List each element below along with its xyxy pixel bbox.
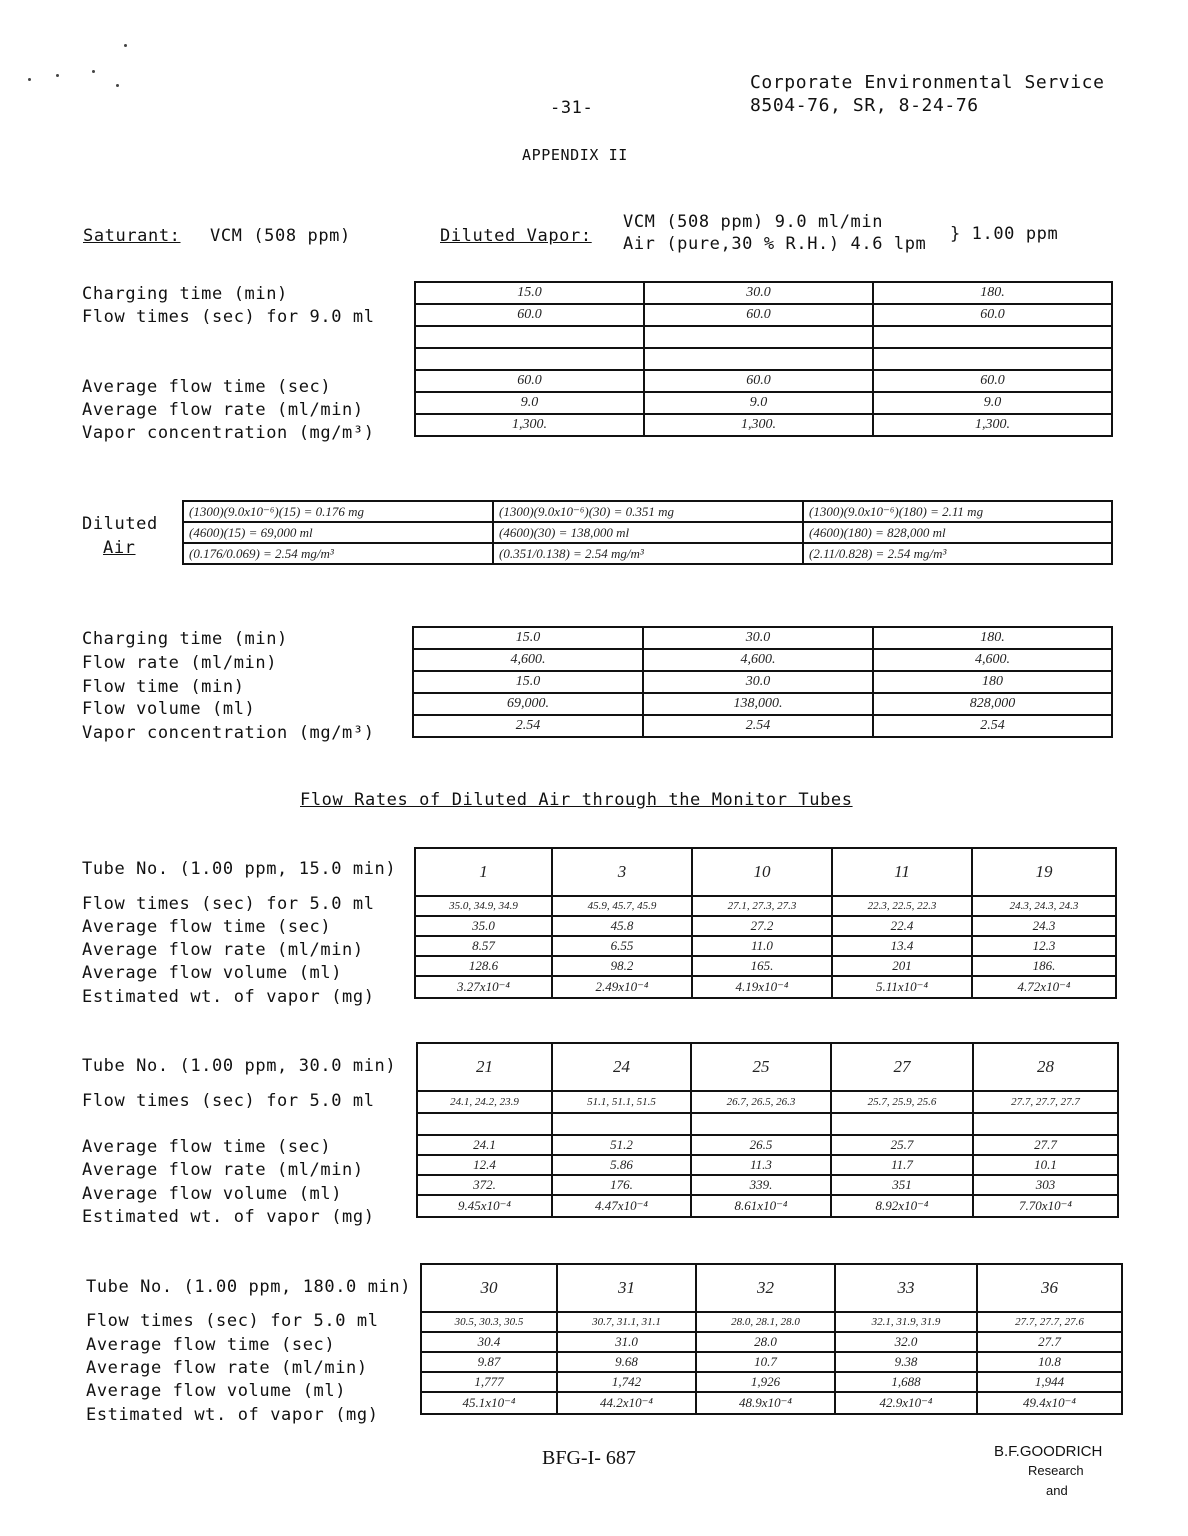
tubes1-cell: 22.3, 22.5, 22.3 — [832, 896, 972, 916]
table-row — [417, 1113, 1118, 1135]
t1-cell: 60.0 — [873, 370, 1112, 392]
tubes2-label-flow-times: Flow times (sec) for 5.0 ml — [82, 1091, 375, 1111]
t1-cell — [873, 348, 1112, 370]
tubes3-cell: 10.7 — [696, 1352, 835, 1372]
table-row — [183, 543, 1112, 564]
tubes1-cell: 186. — [972, 956, 1116, 976]
tube-number: 32 — [696, 1264, 835, 1312]
da-cell: (1300)(9.0x10⁻⁶)(30) = 0.351 mg — [493, 501, 803, 522]
tube-number: 31 — [557, 1264, 696, 1312]
tubes3-label-avg-volume: Average flow volume (ml) — [86, 1381, 347, 1401]
tubes3-label-avg-time: Average flow time (sec) — [86, 1335, 336, 1355]
table-diluted-air — [182, 500, 1113, 565]
da-cell: (0.351/0.138) = 2.54 mg/m³ — [493, 543, 803, 564]
tubes3-cell: 45.1x10⁻⁴ — [421, 1392, 557, 1414]
tubes2-cell: 339. — [691, 1175, 831, 1195]
table-row — [413, 671, 1112, 693]
tubes3-label-avg-rate: Average flow rate (ml/min) — [86, 1358, 368, 1378]
tubes3-cell: 27.7, 27.7, 27.6 — [977, 1312, 1122, 1332]
tubes1-cell: 22.4 — [832, 916, 972, 936]
tubes3-cell: 1,926 — [696, 1372, 835, 1392]
tubes3-label-tube-no: Tube No. (1.00 ppm, 180.0 min) — [86, 1277, 412, 1297]
tubes3-cell: 9.87 — [421, 1352, 557, 1372]
t1-label-flow-times: Flow times (sec) for 9.0 ml — [82, 307, 375, 327]
diluted-vapor-line-2: Air (pure,30 % R.H.) 4.6 lpm — [623, 234, 927, 254]
tubes1-cell: 27.1, 27.3, 27.3 — [692, 896, 832, 916]
tubes3-cell: 42.9x10⁻⁴ — [835, 1392, 977, 1414]
tubes2-cell: 27.7 — [973, 1135, 1118, 1155]
doc-id: BFG-I- 687 — [542, 1447, 636, 1469]
da-cell: (1300)(9.0x10⁻⁶)(15) = 0.176 mg — [183, 501, 493, 522]
tubes3-cell: 1,688 — [835, 1372, 977, 1392]
table-row — [413, 627, 1112, 649]
t2-label-flow-rate: Flow rate (ml/min) — [82, 653, 278, 673]
tubes1-cell: 35.0 — [415, 916, 552, 936]
tubes2-cell: 176. — [552, 1175, 691, 1195]
tubes1-cell: 8.57 — [415, 936, 552, 956]
table-row — [417, 1091, 1118, 1113]
tube-number: 25 — [691, 1043, 831, 1091]
t2-cell: 4,600. — [643, 649, 873, 671]
tubes2-cell: 303 — [973, 1175, 1118, 1195]
table-row — [421, 1352, 1122, 1372]
tubes3-cell: 9.68 — [557, 1352, 696, 1372]
tubes1-label-tube-no: Tube No. (1.00 ppm, 15.0 min) — [82, 859, 397, 879]
table-row — [421, 1392, 1122, 1414]
tubes1-cell: 45.8 — [552, 916, 692, 936]
tubes1-cell: 12.3 — [972, 936, 1116, 956]
tube-number: 10 — [692, 848, 832, 896]
t1-cell: 60.0 — [415, 304, 644, 326]
diluted-air-label-1: Diluted — [82, 514, 158, 534]
table-tubes-30min — [416, 1042, 1119, 1218]
tubes3-cell: 1,777 — [421, 1372, 557, 1392]
tubes2-cell: 51.2 — [552, 1135, 691, 1155]
t2-cell: 69,000. — [413, 693, 643, 715]
tubes2-cell: 5.86 — [552, 1155, 691, 1175]
table-row — [415, 956, 1116, 976]
tubes2-cell: 51.1, 51.1, 51.5 — [552, 1091, 691, 1113]
tubes2-cell: 4.47x10⁻⁴ — [552, 1195, 691, 1217]
t1-cell: 9.0 — [873, 392, 1112, 414]
tubes1-cell: 165. — [692, 956, 832, 976]
t2-cell: 15.0 — [413, 671, 643, 693]
t1-cell: 1,300. — [873, 414, 1112, 436]
tubes2-cell: 10.1 — [973, 1155, 1118, 1175]
t1-cell: 60.0 — [644, 370, 873, 392]
tubes2-cell: 351 — [831, 1175, 973, 1195]
table-row — [417, 1175, 1118, 1195]
table-row — [415, 348, 1112, 370]
tube-number: 33 — [835, 1264, 977, 1312]
da-cell: (2.11/0.828) = 2.54 mg/m³ — [803, 543, 1112, 564]
tubes2-label-avg-rate: Average flow rate (ml/min) — [82, 1160, 364, 1180]
t1-cell — [415, 348, 644, 370]
t1-cell — [873, 326, 1112, 348]
tube-number: 36 — [977, 1264, 1122, 1312]
tubes1-cell: 6.55 — [552, 936, 692, 956]
tubes3-cell: 1,944 — [977, 1372, 1122, 1392]
table-tubes-15min — [414, 847, 1117, 999]
tubes2-label-tube-no: Tube No. (1.00 ppm, 30.0 min) — [82, 1056, 397, 1076]
t2-cell: 138,000. — [643, 693, 873, 715]
org-line-2: 8504-76, SR, 8-24-76 — [750, 95, 979, 116]
tubes2-cell — [691, 1113, 831, 1135]
t2-label-charging: Charging time (min) — [82, 629, 288, 649]
table-row — [415, 392, 1112, 414]
tubes2-cell: 7.70x10⁻⁴ — [973, 1195, 1118, 1217]
tubes2-cell: 24.1 — [417, 1135, 552, 1155]
t2-cell: 180 — [873, 671, 1112, 693]
da-cell: (4600)(15) = 69,000 ml — [183, 522, 493, 543]
t2-cell: 2.54 — [873, 715, 1112, 737]
table-row — [415, 370, 1112, 392]
tubes2-cell: 25.7 — [831, 1135, 973, 1155]
tube-number: 30 — [421, 1264, 557, 1312]
tubes2-cell — [552, 1113, 691, 1135]
scan-speck — [56, 74, 59, 77]
table-row — [417, 1043, 1118, 1091]
company-line-3: and — [1046, 1483, 1068, 1498]
da-cell: (1300)(9.0x10⁻⁶)(180) = 2.11 mg — [803, 501, 1112, 522]
tube-number: 24 — [552, 1043, 691, 1091]
t1-cell: 1,300. — [644, 414, 873, 436]
diluted-vapor-label: Diluted Vapor: — [440, 226, 592, 246]
t1-cell: 9.0 — [415, 392, 644, 414]
table-row — [421, 1372, 1122, 1392]
tubes2-cell: 8.61x10⁻⁴ — [691, 1195, 831, 1217]
table-row — [421, 1264, 1122, 1312]
t1-cell: 1,300. — [415, 414, 644, 436]
tubes3-cell: 28.0 — [696, 1332, 835, 1352]
t1-cell — [644, 348, 873, 370]
da-cell: (4600)(30) = 138,000 ml — [493, 522, 803, 543]
tubes3-cell: 44.2x10⁻⁴ — [557, 1392, 696, 1414]
t2-cell: 180. — [873, 627, 1112, 649]
saturant-label: Saturant: — [83, 226, 181, 246]
t1-cell: 180. — [873, 282, 1112, 304]
tubes2-cell: 372. — [417, 1175, 552, 1195]
table-row — [421, 1312, 1122, 1332]
tubes3-cell: 28.0, 28.1, 28.0 — [696, 1312, 835, 1332]
tubes3-cell: 49.4x10⁻⁴ — [977, 1392, 1122, 1414]
table-tubes-180min — [420, 1263, 1123, 1415]
t1-cell — [644, 326, 873, 348]
table-row — [415, 414, 1112, 436]
table-charging-2 — [412, 626, 1113, 738]
table-row — [415, 282, 1112, 304]
tube-number: 3 — [552, 848, 692, 896]
t1-cell — [415, 326, 644, 348]
diluted-vapor-result: } 1.00 ppm — [950, 224, 1059, 244]
tube-number: 27 — [831, 1043, 973, 1091]
tubes1-cell: 128.6 — [415, 956, 552, 976]
t2-label-vapor-conc: Vapor concentration (mg/m³) — [82, 723, 375, 743]
tubes1-cell: 27.2 — [692, 916, 832, 936]
table-row — [413, 693, 1112, 715]
da-cell: (0.176/0.069) = 2.54 mg/m³ — [183, 543, 493, 564]
tubes2-cell: 26.7, 26.5, 26.3 — [691, 1091, 831, 1113]
table-row — [183, 522, 1112, 543]
org-line-1: Corporate Environmental Service — [750, 72, 1105, 93]
tubes1-cell: 4.72x10⁻⁴ — [972, 976, 1116, 998]
scan-speck — [28, 78, 31, 81]
diluted-vapor-line-1: VCM (508 ppm) 9.0 ml/min — [623, 212, 884, 232]
t2-cell: 2.54 — [643, 715, 873, 737]
tubes1-cell: 24.3, 24.3, 24.3 — [972, 896, 1116, 916]
tubes1-cell: 45.9, 45.7, 45.9 — [552, 896, 692, 916]
t1-cell: 30.0 — [644, 282, 873, 304]
tubes2-label-avg-time: Average flow time (sec) — [82, 1137, 332, 1157]
t1-label-vapor-conc: Vapor concentration (mg/m³) — [82, 423, 375, 443]
t1-cell: 15.0 — [415, 282, 644, 304]
tubes3-cell: 32.0 — [835, 1332, 977, 1352]
tubes2-cell — [831, 1113, 973, 1135]
tubes3-cell: 1,742 — [557, 1372, 696, 1392]
tube-number: 21 — [417, 1043, 552, 1091]
tubes2-cell: 27.7, 27.7, 27.7 — [973, 1091, 1118, 1113]
tubes1-cell: 98.2 — [552, 956, 692, 976]
t2-cell: 828,000 — [873, 693, 1112, 715]
t2-cell: 30.0 — [643, 627, 873, 649]
t1-label-avg-rate: Average flow rate (ml/min) — [82, 400, 364, 420]
tubes3-cell: 30.4 — [421, 1332, 557, 1352]
scan-speck — [116, 84, 119, 87]
t2-cell: 15.0 — [413, 627, 643, 649]
tubes1-cell: 3.27x10⁻⁴ — [415, 976, 552, 998]
t1-label-charging: Charging time (min) — [82, 284, 288, 304]
tubes1-cell: 5.11x10⁻⁴ — [832, 976, 972, 998]
t2-cell: 4,600. — [873, 649, 1112, 671]
t2-label-flow-time: Flow time (min) — [82, 677, 245, 697]
t1-cell: 60.0 — [644, 304, 873, 326]
tubes2-label-est-wt: Estimated wt. of vapor (mg) — [82, 1207, 375, 1227]
tubes2-cell: 12.4 — [417, 1155, 552, 1175]
t1-label-avg-time: Average flow time (sec) — [82, 377, 332, 397]
company-name: B.F.GOODRICH — [994, 1443, 1103, 1460]
tubes2-cell: 11.7 — [831, 1155, 973, 1175]
table-row — [415, 976, 1116, 998]
t2-label-flow-volume: Flow volume (ml) — [82, 699, 256, 719]
tubes3-cell: 32.1, 31.9, 31.9 — [835, 1312, 977, 1332]
table-row — [415, 326, 1112, 348]
tubes2-cell: 9.45x10⁻⁴ — [417, 1195, 552, 1217]
tubes1-cell: 2.49x10⁻⁴ — [552, 976, 692, 998]
tubes1-cell: 13.4 — [832, 936, 972, 956]
tubes3-cell: 9.38 — [835, 1352, 977, 1372]
table-row — [413, 715, 1112, 737]
scan-speck — [92, 70, 95, 73]
tube-number: 28 — [973, 1043, 1118, 1091]
tubes1-cell: 24.3 — [972, 916, 1116, 936]
t2-cell: 30.0 — [643, 671, 873, 693]
section-title: Flow Rates of Diluted Air through the Monitor Tubes — [300, 790, 853, 810]
t2-cell: 2.54 — [413, 715, 643, 737]
page-number: -31- — [550, 98, 594, 118]
tubes1-cell: 4.19x10⁻⁴ — [692, 976, 832, 998]
table-row — [415, 848, 1116, 896]
table-row — [413, 649, 1112, 671]
tubes1-label-avg-rate: Average flow rate (ml/min) — [82, 940, 364, 960]
tubes1-cell: 11.0 — [692, 936, 832, 956]
tubes1-cell: 201 — [832, 956, 972, 976]
appendix-title: APPENDIX II — [522, 146, 628, 164]
t1-cell: 9.0 — [644, 392, 873, 414]
tubes1-label-avg-time: Average flow time (sec) — [82, 917, 332, 937]
tubes3-label-est-wt: Estimated wt. of vapor (mg) — [86, 1405, 379, 1425]
tubes2-label-avg-volume: Average flow volume (ml) — [82, 1184, 343, 1204]
diluted-air-label-2: Air — [103, 538, 136, 558]
table-row — [415, 936, 1116, 956]
tube-number: 19 — [972, 848, 1116, 896]
tube-number: 11 — [832, 848, 972, 896]
table-row — [417, 1135, 1118, 1155]
tubes2-cell: 11.3 — [691, 1155, 831, 1175]
table-charging-1 — [414, 281, 1113, 437]
table-row — [415, 916, 1116, 936]
tubes3-cell: 10.8 — [977, 1352, 1122, 1372]
tubes2-cell: 24.1, 24.2, 23.9 — [417, 1091, 552, 1113]
tubes1-cell: 35.0, 34.9, 34.9 — [415, 896, 552, 916]
scan-speck — [124, 44, 127, 47]
table-row — [421, 1332, 1122, 1352]
table-row — [415, 304, 1112, 326]
tubes2-cell — [417, 1113, 552, 1135]
company-line-2: Research — [1028, 1463, 1084, 1478]
t1-cell: 60.0 — [415, 370, 644, 392]
table-row — [415, 896, 1116, 916]
tubes2-cell: 26.5 — [691, 1135, 831, 1155]
tubes3-cell: 30.7, 31.1, 31.1 — [557, 1312, 696, 1332]
t2-cell: 4,600. — [413, 649, 643, 671]
saturant-value: VCM (508 ppm) — [210, 226, 351, 246]
tubes2-cell — [973, 1113, 1118, 1135]
t1-cell: 60.0 — [873, 304, 1112, 326]
tubes2-cell: 25.7, 25.9, 25.6 — [831, 1091, 973, 1113]
tubes3-cell: 48.9x10⁻⁴ — [696, 1392, 835, 1414]
table-row — [183, 501, 1112, 522]
tubes1-label-est-wt: Estimated wt. of vapor (mg) — [82, 987, 375, 1007]
tubes1-label-avg-volume: Average flow volume (ml) — [82, 963, 343, 983]
tubes2-cell: 8.92x10⁻⁴ — [831, 1195, 973, 1217]
tubes3-label-flow-times: Flow times (sec) for 5.0 ml — [86, 1311, 379, 1331]
table-row — [417, 1155, 1118, 1175]
tubes3-cell: 30.5, 30.3, 30.5 — [421, 1312, 557, 1332]
table-row — [417, 1195, 1118, 1217]
tube-number: 1 — [415, 848, 552, 896]
tubes3-cell: 31.0 — [557, 1332, 696, 1352]
tubes1-label-flow-times: Flow times (sec) for 5.0 ml — [82, 894, 375, 914]
da-cell: (4600)(180) = 828,000 ml — [803, 522, 1112, 543]
tubes3-cell: 27.7 — [977, 1332, 1122, 1352]
